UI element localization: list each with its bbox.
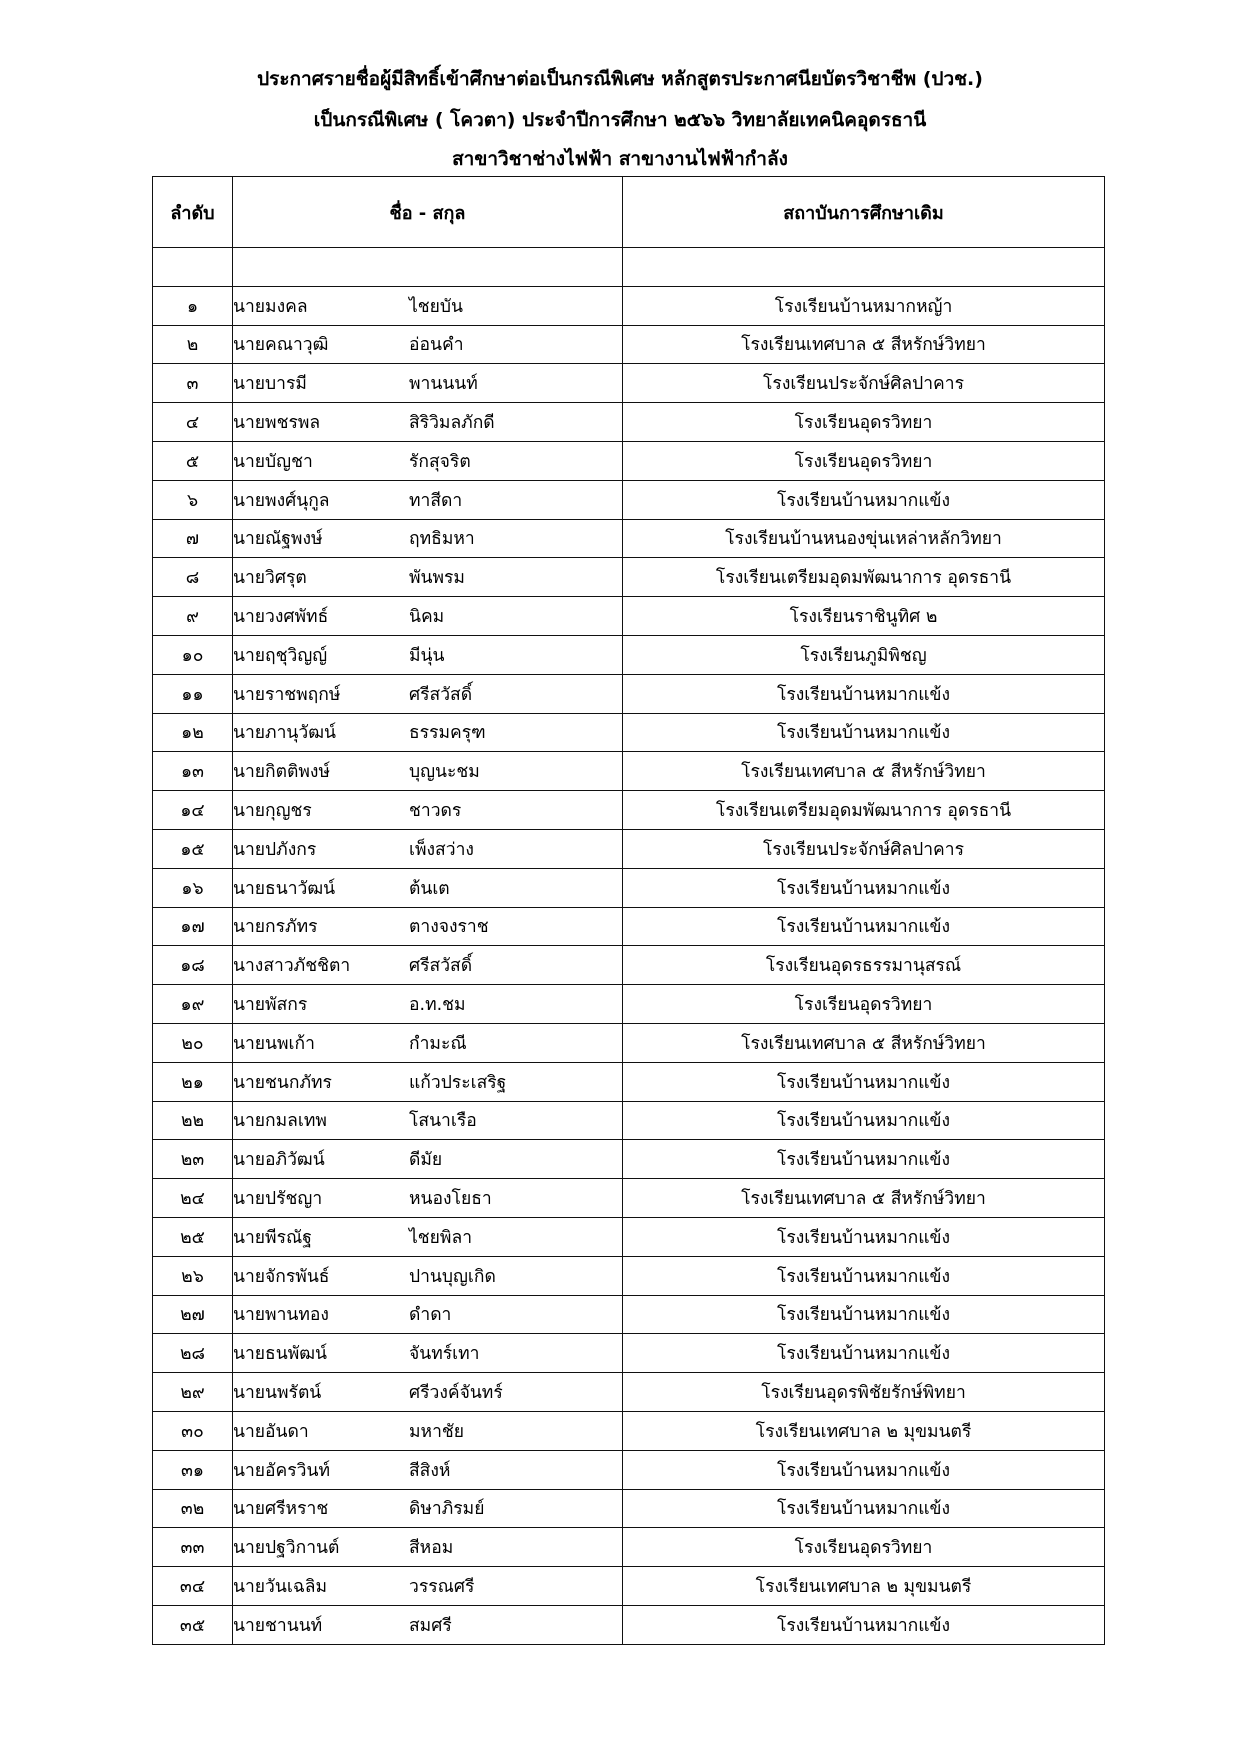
student-first-name: นายพงศ์นุกูล — [233, 490, 330, 511]
table-row — [153, 1101, 1105, 1140]
student-first-name: นายภานุวัฒน์ — [233, 723, 336, 744]
student-name-cell — [233, 674, 623, 713]
row-number: ๑๙ — [153, 985, 233, 1024]
row-number: ๒๔ — [153, 1179, 233, 1218]
table-body — [153, 248, 1105, 1645]
student-name-cell — [233, 1373, 623, 1412]
student-last-name: อ.ท.ชม — [409, 995, 466, 1016]
student-last-name: ธรรมครุฑ — [409, 723, 486, 744]
previous-school: โรงเรียนอุดรวิทยา — [623, 403, 1105, 442]
student-last-name: มหาชัย — [409, 1421, 465, 1442]
student-last-name: อ่อนคำ — [409, 335, 464, 356]
table-row — [153, 713, 1105, 752]
previous-school: โรงเรียนเทศบาล ๕ สีหรักษ์วิทยา — [623, 1023, 1105, 1062]
row-number: ๑๑ — [153, 674, 233, 713]
previous-school: โรงเรียนบ้านหมากแข้ง — [623, 713, 1105, 752]
table-row — [153, 868, 1105, 907]
previous-school: โรงเรียนเตรียมอุดมพัฒนาการ อุดรธานี — [623, 791, 1105, 830]
student-name-cell — [233, 713, 623, 752]
student-last-name: ชาวดร — [409, 801, 462, 822]
table-row — [153, 286, 1105, 325]
student-last-name: ไชยบัน — [409, 296, 464, 317]
student-last-name: กำมะณี — [409, 1033, 467, 1054]
student-name-cell — [233, 519, 623, 558]
student-name-cell — [233, 1605, 623, 1644]
previous-school: โรงเรียนภูมิพิชญ — [623, 635, 1105, 674]
row-number: ๒๙ — [153, 1373, 233, 1412]
previous-school: โรงเรียนบ้านหมากแข้ง — [623, 1062, 1105, 1101]
student-last-name: ต้นเต — [409, 878, 450, 899]
student-first-name: นายคณาวุฒิ — [233, 335, 329, 356]
table-row — [153, 635, 1105, 674]
student-first-name: นางสาวภัชชิตา — [233, 956, 351, 977]
table-row — [153, 1334, 1105, 1373]
row-number: ๕ — [153, 441, 233, 480]
student-last-name: ทาสีดา — [409, 490, 463, 511]
header-name: ชื่อ - สกุล — [233, 177, 623, 248]
previous-school: โรงเรียนบ้านหมากแข้ง — [623, 1450, 1105, 1489]
previous-school: โรงเรียนอุดรวิทยา — [623, 985, 1105, 1024]
student-first-name: นายบารมี — [233, 374, 307, 395]
previous-school: โรงเรียนอุดรธรรมานุสรณ์ — [623, 946, 1105, 985]
previous-school: โรงเรียนเตรียมอุดมพัฒนาการ อุดรธานี — [623, 558, 1105, 597]
student-name-cell — [233, 325, 623, 364]
student-first-name: นายนพเก้า — [233, 1033, 315, 1054]
previous-school: โรงเรียนประจักษ์ศิลปาคาร — [623, 364, 1105, 403]
row-number: ๑๓ — [153, 752, 233, 791]
student-last-name: แก้วประเสริฐ — [409, 1072, 507, 1093]
student-first-name: นายพานทอง — [233, 1305, 329, 1326]
row-number: ๒๑ — [153, 1062, 233, 1101]
student-name-cell — [233, 480, 623, 519]
table-row — [153, 1023, 1105, 1062]
row-number: ๓ — [153, 364, 233, 403]
student-last-name: โสนาเรือ — [409, 1111, 477, 1132]
student-name-cell — [233, 1411, 623, 1450]
student-first-name: นายฤชุวิญญ์ — [233, 645, 328, 666]
student-first-name: นายจักรพันธ์ — [233, 1266, 330, 1287]
table-row — [153, 1140, 1105, 1179]
row-number: ๔ — [153, 403, 233, 442]
student-name-cell — [233, 364, 623, 403]
student-last-name: ศรีวงค์จันทร์ — [409, 1383, 503, 1403]
previous-school: โรงเรียนบ้านหมากแข้ง — [623, 1334, 1105, 1373]
student-roster-table — [152, 176, 1105, 1645]
row-number: ๓๓ — [153, 1528, 233, 1567]
previous-school: โรงเรียนบ้านหมากแข้ง — [623, 1256, 1105, 1295]
table-row — [153, 1411, 1105, 1450]
student-last-name: วรรณศรี — [409, 1576, 475, 1597]
table-row — [153, 674, 1105, 713]
table-row — [153, 985, 1105, 1024]
row-number: ๒๕ — [153, 1217, 233, 1256]
student-last-name: ตางจงราช — [409, 917, 489, 938]
row-number: ๓๔ — [153, 1567, 233, 1606]
student-first-name: นายกุญชร — [233, 801, 312, 822]
row-number: ๘ — [153, 558, 233, 597]
row-number: ๓๕ — [153, 1605, 233, 1644]
table-row — [153, 558, 1105, 597]
student-first-name: นายราชพฤกษ์ — [233, 684, 341, 705]
student-name-cell — [233, 1101, 623, 1140]
table-row — [153, 752, 1105, 791]
student-first-name: นายนพรัตน์ — [233, 1383, 322, 1403]
row-number: ๑๕ — [153, 829, 233, 868]
row-number: ๒๘ — [153, 1334, 233, 1373]
student-name-cell — [233, 1450, 623, 1489]
table-row — [153, 907, 1105, 946]
row-number: ๑๔ — [153, 791, 233, 830]
previous-school: โรงเรียนบ้านหนองขุ่นเหล่าหลักวิทยา — [623, 519, 1105, 558]
student-name-cell — [233, 1062, 623, 1101]
student-name-cell — [233, 1140, 623, 1179]
row-number: ๖ — [153, 480, 233, 519]
previous-school: โรงเรียนราชินูทิศ ๒ — [623, 597, 1105, 636]
table-row — [153, 480, 1105, 519]
student-name-cell — [233, 1256, 623, 1295]
previous-school: โรงเรียนประจักษ์ศิลปาคาร — [623, 829, 1105, 868]
student-name-cell — [233, 1295, 623, 1334]
student-name-cell — [233, 985, 623, 1024]
table-row — [153, 364, 1105, 403]
row-number: ๑๘ — [153, 946, 233, 985]
student-last-name: ไชยพิลา — [409, 1227, 473, 1248]
student-name-cell — [233, 441, 623, 480]
student-name-cell — [233, 791, 623, 830]
student-first-name: นายกิตติพงษ์ — [233, 762, 330, 783]
previous-school: โรงเรียนบ้านหมากแข้ง — [623, 1605, 1105, 1644]
student-last-name: ศรีสวัสดิ์ — [409, 684, 473, 705]
student-first-name: นายมงคล — [233, 296, 308, 317]
student-last-name: ดีมัย — [409, 1150, 443, 1171]
announcement-title-line-3: สาขาวิชาช่างไฟฟ้า สาขางานไฟฟ้ากำลัง — [452, 148, 788, 170]
student-first-name: นายชานนท์ — [233, 1615, 323, 1636]
row-number: ๑๒ — [153, 713, 233, 752]
previous-school: โรงเรียนบ้านหมากหญ้า — [623, 286, 1105, 325]
student-last-name: สีสิงห์ — [409, 1460, 451, 1481]
student-first-name: นายอัครวินท์ — [233, 1460, 330, 1481]
previous-school: โรงเรียนเทศบาล ๒ มุขมนตรี — [623, 1567, 1105, 1606]
previous-school: โรงเรียนบ้านหมากแข้ง — [623, 907, 1105, 946]
announcement-title-line-2: เป็นกรณีพิเศษ ( โควตา) ประจำปีการศึกษา ๒๕๖๖ วิทยาลัยเทคนิคอุดรธานี — [313, 109, 927, 131]
student-last-name: หนองโยธา — [409, 1189, 492, 1210]
previous-school: โรงเรียนบ้านหมากแข้ง — [623, 1101, 1105, 1140]
student-first-name: นายปภังกร — [233, 839, 317, 860]
student-name-cell — [233, 946, 623, 985]
table-row — [153, 1605, 1105, 1644]
table-row — [153, 1373, 1105, 1412]
table-spacer-row — [153, 248, 1105, 287]
previous-school: โรงเรียนบ้านหมากแข้ง — [623, 674, 1105, 713]
table-row — [153, 441, 1105, 480]
student-last-name: เพ็งสว่าง — [409, 839, 474, 860]
table-row — [153, 829, 1105, 868]
student-last-name: สีหอม — [409, 1538, 454, 1559]
table-row — [153, 946, 1105, 985]
table-row — [153, 1217, 1105, 1256]
student-first-name: นายบัญชา — [233, 451, 313, 472]
row-number: ๒ — [153, 325, 233, 364]
student-first-name: นายณัฐพงษ์ — [233, 529, 323, 550]
row-number: ๑๖ — [153, 868, 233, 907]
table-row — [153, 403, 1105, 442]
student-first-name: นายพชรพล — [233, 413, 321, 434]
table-row — [153, 1567, 1105, 1606]
header-no: ลำดับ — [153, 177, 233, 248]
student-name-cell — [233, 1217, 623, 1256]
table-row — [153, 791, 1105, 830]
student-name-cell — [233, 1023, 623, 1062]
student-name-cell — [233, 635, 623, 674]
student-first-name: นายปรัชญา — [233, 1189, 323, 1210]
student-first-name: นายศรีหราช — [233, 1499, 329, 1520]
table-row — [153, 1489, 1105, 1528]
previous-school: โรงเรียนเทศบาล ๕ สีหรักษ์วิทยา — [623, 325, 1105, 364]
row-number: ๓๑ — [153, 1450, 233, 1489]
table-header-row — [153, 177, 1105, 248]
row-number: ๒๖ — [153, 1256, 233, 1295]
student-last-name: ปานบุญเกิด — [409, 1266, 496, 1287]
previous-school: โรงเรียนบ้านหมากแข้ง — [623, 1140, 1105, 1179]
student-first-name: นายวงศพัทธ์ — [233, 607, 329, 628]
previous-school: โรงเรียนอุดรพิชัยรักษ์พิทยา — [623, 1373, 1105, 1412]
previous-school: โรงเรียนเทศบาล ๒ มุขมนตรี — [623, 1411, 1105, 1450]
student-last-name: สมศรี — [409, 1615, 452, 1636]
student-name-cell — [233, 1567, 623, 1606]
table-row — [153, 1179, 1105, 1218]
student-name-cell — [233, 868, 623, 907]
student-name-cell — [233, 597, 623, 636]
row-number: ๑๗ — [153, 907, 233, 946]
student-last-name: ฤทธิมหา — [409, 529, 475, 550]
previous-school: โรงเรียนบ้านหมากแข้ง — [623, 1217, 1105, 1256]
student-name-cell — [233, 1528, 623, 1567]
student-name-cell — [233, 1179, 623, 1218]
student-last-name: พานนนท์ — [409, 374, 478, 395]
student-name-cell — [233, 1334, 623, 1373]
student-last-name: สิริวิมลภักดี — [409, 413, 495, 434]
row-number: ๒๗ — [153, 1295, 233, 1334]
student-first-name: นายธนพัฒน์ — [233, 1344, 327, 1365]
student-name-cell — [233, 1489, 623, 1528]
student-last-name: มีนุ่น — [409, 645, 445, 666]
row-number: ๒๓ — [153, 1140, 233, 1179]
table-row — [153, 519, 1105, 558]
student-name-cell — [233, 907, 623, 946]
student-first-name: นายพัสกร — [233, 995, 308, 1016]
previous-school: โรงเรียนอุดรวิทยา — [623, 1528, 1105, 1567]
student-last-name: ดิษาภิรมย์ — [409, 1499, 485, 1520]
student-name-cell — [233, 829, 623, 868]
student-first-name: นายอันดา — [233, 1421, 309, 1442]
student-first-name: นายพีรณัฐ — [233, 1227, 312, 1248]
student-last-name: ศรีสวัสดิ์ — [409, 956, 473, 977]
student-first-name: นายธนาวัฒน์ — [233, 878, 336, 899]
header-school: สถาบันการศึกษาเดิม — [623, 177, 1105, 248]
previous-school: โรงเรียนบ้านหมากแข้ง — [623, 1489, 1105, 1528]
student-last-name: นิคม — [409, 607, 445, 628]
previous-school: โรงเรียนเทศบาล ๕ สีหรักษ์วิทยา — [623, 1179, 1105, 1218]
student-name-cell — [233, 286, 623, 325]
student-name-cell — [233, 752, 623, 791]
student-first-name: นายกมลเทพ — [233, 1111, 327, 1132]
student-first-name: นายปฐวิกานต์ — [233, 1538, 340, 1559]
table-row — [153, 1256, 1105, 1295]
student-last-name: พันพรม — [409, 568, 465, 589]
row-number: ๑๐ — [153, 635, 233, 674]
previous-school: โรงเรียนอุดรวิทยา — [623, 441, 1105, 480]
table-row — [153, 1528, 1105, 1567]
student-first-name: นายวิศรุต — [233, 568, 307, 589]
announcement-title-line-1: ประกาศรายชื่อผู้มีสิทธิ์เข้าศึกษาต่อเป็นกรณีพิเศษ หลักสูตรประกาศนียบัตรวิชาชีพ (ปวช.) — [257, 68, 983, 90]
student-last-name: บุญนะชม — [409, 762, 480, 783]
student-first-name: นายวันเฉลิม — [233, 1576, 327, 1597]
student-name-cell — [233, 403, 623, 442]
student-last-name: รักสุจริต — [409, 451, 471, 472]
student-name-cell — [233, 558, 623, 597]
table-row — [153, 1062, 1105, 1101]
previous-school: โรงเรียนบ้านหมากแข้ง — [623, 868, 1105, 907]
previous-school: โรงเรียนบ้านหมากแข้ง — [623, 1295, 1105, 1334]
row-number: ๒๒ — [153, 1101, 233, 1140]
row-number: ๙ — [153, 597, 233, 636]
student-last-name: จันทร์เทา — [409, 1344, 480, 1365]
student-first-name: นายกรภัทร — [233, 917, 318, 938]
student-first-name: นายอภิวัฒน์ — [233, 1150, 325, 1171]
table-row — [153, 597, 1105, 636]
row-number: ๑ — [153, 286, 233, 325]
previous-school: โรงเรียนเทศบาล ๕ สีหรักษ์วิทยา — [623, 752, 1105, 791]
previous-school: โรงเรียนบ้านหมากแข้ง — [623, 480, 1105, 519]
table-row — [153, 1450, 1105, 1489]
table-row — [153, 325, 1105, 364]
row-number: ๓๐ — [153, 1411, 233, 1450]
student-last-name: ดำดา — [409, 1305, 452, 1326]
student-first-name: นายชนกภัทร — [233, 1072, 332, 1093]
row-number: ๗ — [153, 519, 233, 558]
row-number: ๒๐ — [153, 1023, 233, 1062]
table-row — [153, 1295, 1105, 1334]
row-number: ๓๒ — [153, 1489, 233, 1528]
